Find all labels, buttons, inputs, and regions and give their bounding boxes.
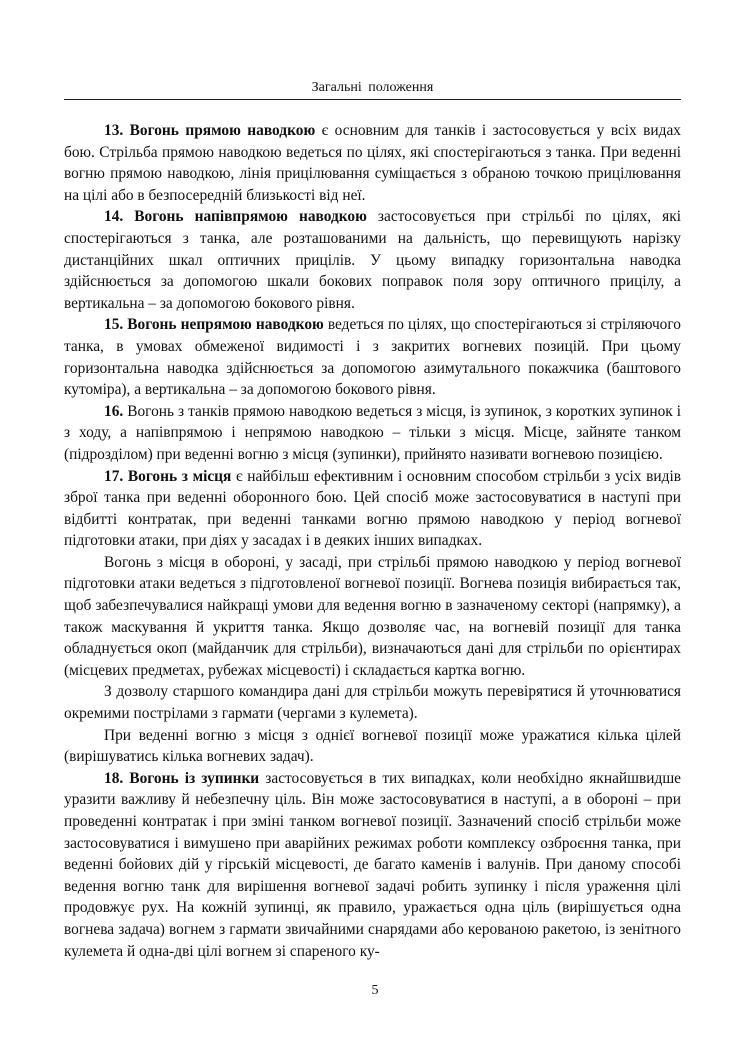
paragraph-text: є найбільш ефективним і основним способом стрільби з усіх видів зброї танка при веденні оборонного бою. Цей спосіб може застосовуватися в наступі при відбитті контратак, при веденні танками вогню прямою наводкою у період вогневої підготовки атаки, при діях у засадах і в деяких інших випадках. — [64, 467, 681, 550]
paragraph-lead: 18. Вогонь із зупинки — [104, 769, 260, 787]
paragraph-17-cont-2 — [64, 681, 681, 724]
page-number: 5 — [371, 983, 379, 998]
paragraph-16 — [64, 401, 681, 466]
paragraph-lead: 17. Вогонь з місця — [104, 467, 232, 485]
paragraph-text: ведеться по цілях, що спостерігаються зі стріляючого танка, в умовах обмеженої видимості і з закритих вогневих позицій. При цьому горизонтальна наводка здійснюється за допомогою азимутального покажчика (баштового кутоміра), а вертикальна – за допомогою бокового рівня. — [64, 316, 682, 399]
paragraph-text: З дозволу старшого командира дані для стрільби можуть перевірятися й уточнюватися окремими пострілами з гармати (чергами з кулемета). — [64, 683, 681, 723]
paragraph-text: застосовується в тих випадках, коли необхідно якнайшвидше уразити важливу й небезпечну ціль. Він може застосовуватися в наступі, а в обороні – при проведенні контратак і при зміні танком вогневої позиції. Зазначений спосіб стрільби може застосовуватися і вимушено при аварійних режимах роботи комплексу озброєння танка, при веденні бойових дій у гірській місцевості, де багато каменів і валунів. При даному способі ведення вогню танк для вирішення вогневої задачі робить зупинку і після ураження цілі продовжує рух. На кожній зупинці, як правило, уражається одна ціль (вирішується одна вогнева задача) вогнем з гармати звичайними снарядами або керованою ракетою, із зенітного кулемета й одна-дві цілі вогнем зі спареного ку- — [64, 769, 681, 960]
paragraph-text: є основним для танків і застосовується у всіх видах бою. Стрільба прямою наводкою ведеться по цілях, які спостерігаються з танка. При веденні вогню прямою наводкою, лінія прицілювання суміщається з обраною точкою прицілювання на цілі або в безпосередній близькості від неї. — [64, 122, 681, 204]
paragraph-17-cont-3 — [64, 725, 681, 768]
paragraph-lead: 16. — [104, 402, 124, 420]
paragraph-17-cont-1 — [64, 552, 681, 682]
paragraph-13 — [64, 120, 681, 206]
paragraph-17 — [64, 466, 681, 552]
body-text — [64, 120, 681, 962]
paragraph-text: застосовується при стрільбі по цілях, які спостерігаються з танка, але розташованими на дальність, що перевищують нарізку дистанційних шкал оптичних прицілів. У цьому випадку горизонтальна наводка здійснюється за допомогою шкали бокових поправок поля зору оптичного прицілу, а вертикальна – за допомогою бокового рівня. — [64, 208, 681, 312]
paragraph-text: При веденні вогню з місця з однієї вогневої позиції може уражатися кілька цілей (вирішуватись кілька вогневих задач). — [64, 726, 681, 766]
paragraph-18 — [64, 768, 681, 962]
paragraph-text: Вогонь з танків прямою наводкою ведеться з місця, із зупинок, з коротких зупинок і з ходу, а напівпрямою і непрямою наводкою – тільки з місця. Місце, зайняте танком (підрозділом) при веденні вогню з місця (зупинки), прийнято називати вогневою позицією. — [64, 402, 681, 463]
paragraph-lead: 14. Вогонь напівпрямою наводкою — [104, 208, 367, 226]
paragraph-lead: 15. Вогонь непрямою наводкою — [104, 316, 324, 334]
paragraph-15 — [64, 314, 681, 400]
paragraph-14 — [64, 206, 681, 314]
running-head: Загальні положення — [64, 80, 681, 100]
paragraph-text: Вогонь з місця в обороні, у засаді, при стрільбі прямою наводкою у період вогневої підготовки атаки ведеться з підготовленої вогневої позиції. Вогнева позиція вибирається так, щоб забезпечувалися найкращі умови для ведення вогню в зазначеному секторі (напрямку), а також маскування й укриття танка. Якщо дозволяє час, на вогневій позиції для танка обладнується окоп (майданчик для стрільби), визначаються дані для стрільби по орієнтирах (місцевих предметах, рубежах місцевості) і складається картка вогню. — [64, 553, 681, 679]
paragraph-lead: 13. Вогонь прямою наводкою — [104, 122, 316, 139]
